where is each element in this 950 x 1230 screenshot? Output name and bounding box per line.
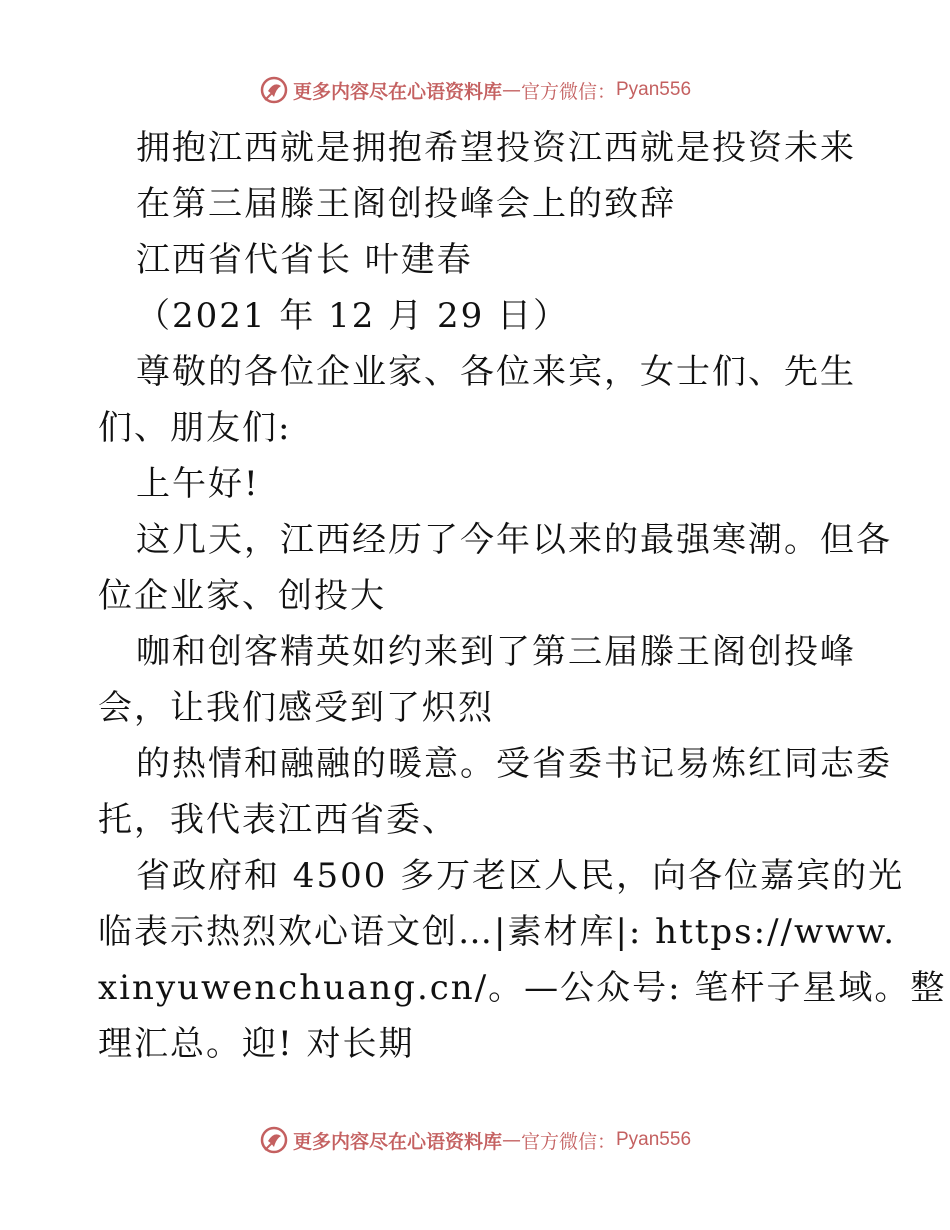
page-header-watermark [0, 70, 950, 110]
footer-wechat-label: 官方微信： [520, 1130, 616, 1153]
document-title: 拥抱江西就是拥抱希望投资江西就是投资未来 [136, 128, 856, 168]
paragraph-line: 会，让我们感受到了炽烈 [98, 688, 494, 728]
paragraph-line: 省政府和 4500 多万老区人民，向各位嘉宾的光 [136, 856, 905, 896]
paragraph-line: 的热情和融融的暖意。受省委书记易炼红同志委 [136, 744, 892, 784]
paragraph-line: 们、朋友们: [98, 408, 292, 448]
paragraph-line: 上午好! [136, 464, 260, 504]
paragraph-line: 这几天，江西经历了今年以来的最强寒潮。但各 [136, 520, 892, 560]
page-footer-watermark [0, 1120, 950, 1160]
paragraph-line: xinyuwenchuang.cn/。—公众号: 笔杆子星域。整 [98, 968, 947, 1008]
header-wechat-label: 官方微信： [520, 80, 616, 103]
paragraph-line: 理汇总。迎! 对长期 [98, 1024, 415, 1064]
header-dash: — [501, 79, 521, 101]
footer-dash: — [501, 1129, 521, 1151]
xinyu-logo-icon [259, 75, 289, 105]
header-wechat-id: Pyan556 [616, 79, 692, 100]
paragraph-line: 咖和创客精英如约来到了第三届滕王阁创投峰 [136, 632, 856, 672]
paragraph-line: 尊敬的各位企业家、各位来宾，女士们、先生 [136, 352, 856, 392]
document-author: 江西省代省长 叶建春 [136, 240, 473, 280]
xinyu-logo-icon [259, 1125, 289, 1155]
paragraph-line: 位企业家、创投大 [98, 576, 386, 616]
footer-wechat-id: Pyan556 [616, 1129, 692, 1150]
footer-brand-text: 更多内容尽在心语资料库 [292, 1130, 502, 1153]
document-body [98, 120, 947, 1072]
document-date: （2021 年 12 月 29 日） [136, 296, 570, 336]
document-subtitle: 在第三届滕王阁创投峰会上的致辞 [136, 184, 676, 224]
header-brand-text: 更多内容尽在心语资料库 [292, 80, 502, 103]
paragraph-line: 托，我代表江西省委、 [98, 800, 458, 840]
paragraph-line: 临表示热烈欢心语文创…|素材库|: https://www. [98, 912, 897, 952]
